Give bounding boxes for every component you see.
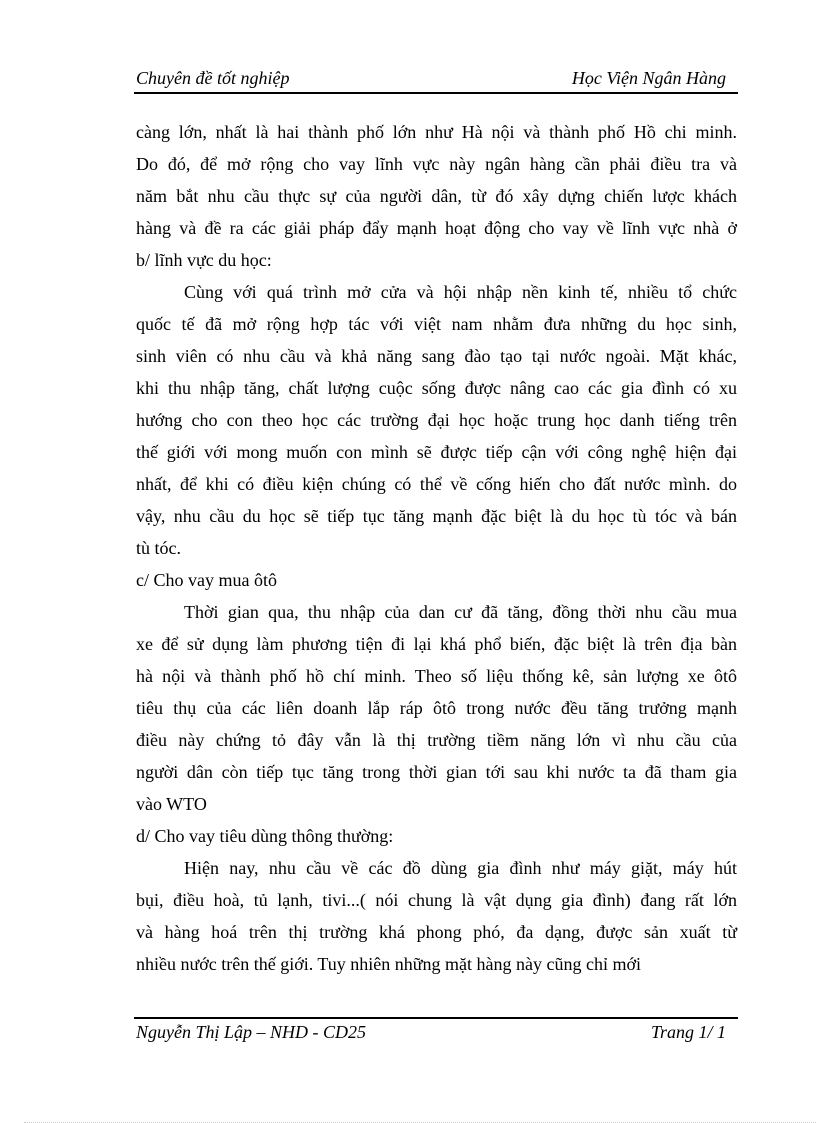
text-line: điều này chứng tỏ đây vẫn là thị trường tiềm năng lớn vì nhu cầu của [136, 730, 737, 750]
text-line: vào WTO [136, 794, 207, 814]
text-line: năm bắt nhu cầu thực sự của người dân, từ đó xây dựng chiến lược khách [136, 186, 737, 206]
text-line: càng lớn, nhất là hai thành phố lớn như Hà nội và thành phố Hồ chi minh. [136, 122, 737, 142]
text-line: bụi, điều hoà, tủ lạnh, tivi...( nói chung là vật dụng gia đình) đang rất lớn [136, 890, 737, 910]
paragraph-first-line: Hiện nay, nhu cầu về các đồ dùng gia đình như máy giặt, máy hút [184, 858, 737, 878]
text-line: khi thu nhập tăng, chất lượng cuộc sống được nâng cao các gia đình có xu [136, 378, 737, 398]
section-heading-consumer-loans: d/ Cho vay tiêu dùng thông thường: [136, 826, 394, 846]
text-line: thế giới với mong muốn con mình sẽ được tiếp cận với công nghệ hiện đại [136, 442, 737, 462]
text-line: và hàng hoá trên thị trường khá phong phó, đa dạng, được sản xuất từ [136, 922, 737, 942]
text-line: Do đó, để mở rộng cho vay lĩnh vực này ngân hàng cần phải điều tra và [136, 154, 737, 174]
header-institution: Học Viện Ngân Hàng [571, 68, 726, 88]
document-body [136, 116, 737, 980]
text-line: hàng và đề ra các giải pháp đẩy mạnh hoạt động cho vay về lĩnh vực nhà ở [136, 218, 737, 238]
text-line: người dân còn tiếp tục tăng trong thời gian tới sau khi nước ta đã tham gia [136, 762, 737, 782]
text-line: sinh viên có nhu cầu và khả năng sang đào tạo tại nước ngoài. Mặt khác, [136, 346, 737, 366]
text-line: nhất, để khi có điều kiện chúng có thể về cống hiến cho đất nước mình. do [136, 474, 737, 494]
text-line: tù tóc. [136, 538, 181, 558]
footer-divider [134, 1017, 738, 1019]
header-divider [134, 92, 738, 94]
text-line: quốc tế đã mở rộng hợp tác với việt nam nhằm đưa những du học sinh, [136, 314, 737, 334]
paragraph-first-line: Cùng với quá trình mở cửa và hội nhập nền kinh tế, nhiều tổ chức [184, 282, 737, 302]
footer-page-number: Trang 1/ 1 [650, 1022, 726, 1042]
text-line: vậy, nhu cầu du học sẽ tiếp tục tăng mạnh đặc biệt là du học tù tóc và bán [136, 506, 737, 526]
page-footer [136, 1022, 726, 1048]
section-heading-study-abroad: b/ lĩnh vực du học: [136, 250, 272, 270]
text-line: hà nội và thành phố hồ chí minh. Theo số liệu thống kê, sản lượng xe ôtô [136, 666, 737, 686]
page-header [136, 66, 726, 92]
section-heading-car-loans: c/ Cho vay mua ôtô [136, 570, 277, 590]
text-line: hướng cho con theo học các trường đại học hoặc trung học danh tiếng trên [136, 410, 737, 430]
paragraph-first-line: Thời gian qua, thu nhập của dan cư đã tăng, đồng thời nhu cầu mua [184, 602, 737, 622]
text-line: nhiều nước trên thế giới. Tuy nhiên những mặt hàng này cũng chỉ mới [136, 954, 642, 974]
text-line: tiêu thụ của các liên doanh lắp ráp ôtô trong nước đều tăng trưởng mạnh [136, 698, 737, 718]
header-document-type: Chuyên đề tốt nghiệp [136, 68, 290, 88]
text-line: xe để sử dụng làm phương tiện đi lại khá phổ biến, đặc biệt là trên địa bàn [136, 634, 737, 654]
footer-author: Nguyễn Thị Lập – NHD - CD25 [136, 1022, 367, 1042]
